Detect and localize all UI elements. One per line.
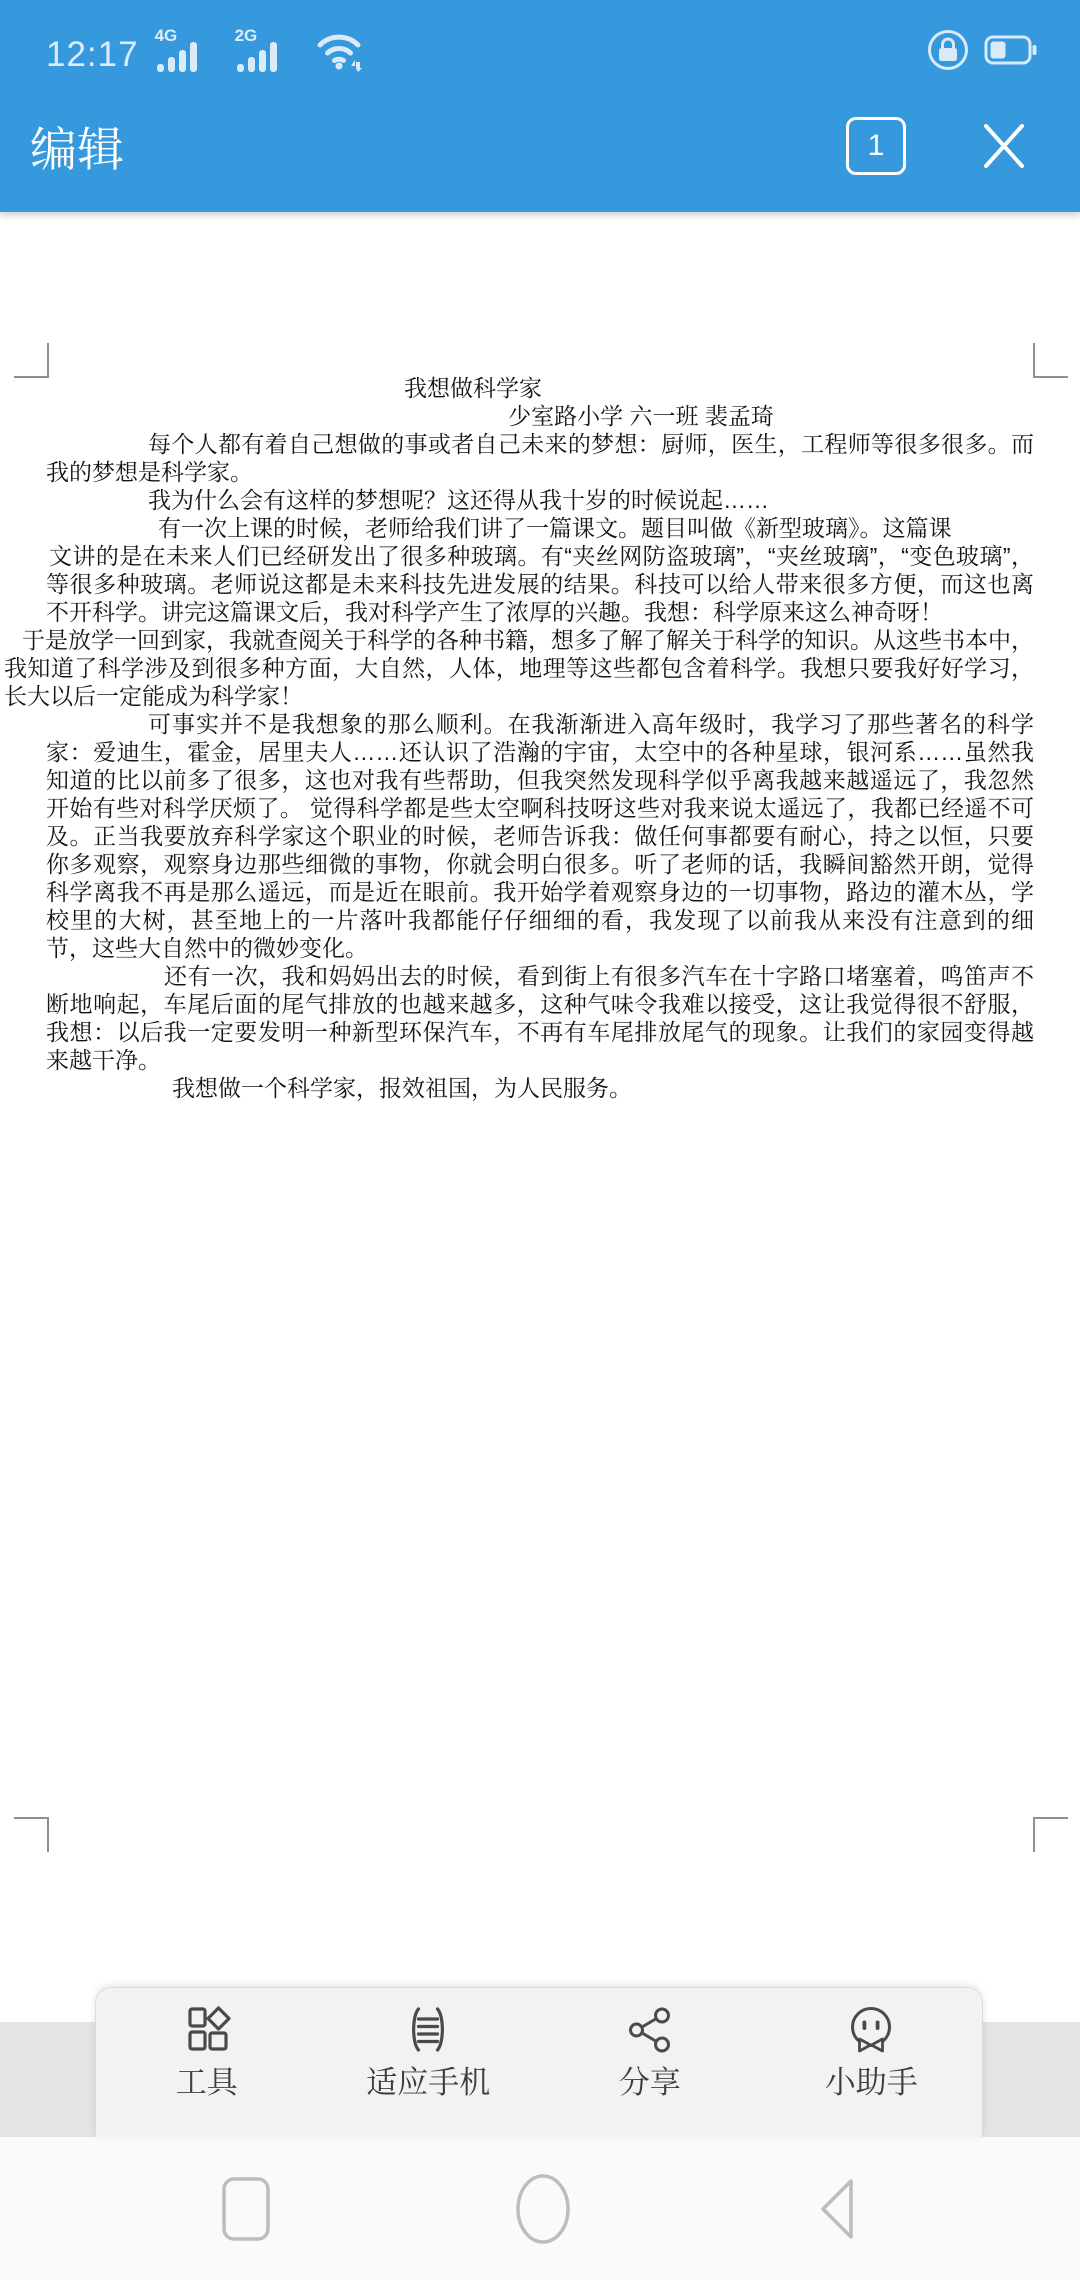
toolbar-item-label: 工具 [175,2065,238,2100]
status-left [46,26,363,74]
top-blue-bar [0,0,1080,212]
doc-byline[interactable]: 少室路小学 六一班 裴孟琦 [508,403,774,429]
doc-paragraph[interactable]: 我为什么会有这样的梦想呢？这还得从我十岁的时候说起…… [148,487,769,513]
bottom-toolbar [95,1987,983,2137]
doc-paragraph[interactable]: 可事实并不是我想象的那么顺利。在我渐渐进入高年级时，我学习了那些著名的科学家：爱迪生，霍金，居里夫人……还认识了浩瀚的宇宙，太空中的各种星球，银河系……虽然我知道的比以前多了很多，这也对我有些帮助，但我突然发现科学似乎离我越来越遥远了，我忽然开始有些对科学厌烦了。 觉得科学都是些太空啊科技呀这些对我来说太遥远了，我都已经遥不可及。正当我要放弃科学家这个职业的时候，老师告诉我：做任何事都要有耐心，持之以恒，只要你多观察，观察身边那些细微的事物，你就会明白很多。听了老师的话，我瞬间豁然开朗，觉得科学离我不再是那么遥远，而是近在眼前。我开始学着观察身边的一切事物，路边的灌木丛，学校里的大树，甚至地上的一片落叶我都能仔仔细细的看，我发现了以前我从来没有注意到的细节，这些大自然中的微妙变化。 [46,711,1034,961]
doc-title[interactable]: 我想做科学家 [404,375,542,401]
page-title: 编辑 [30,122,124,176]
crop-corner-top-right [1033,343,1068,378]
assistant-face-icon [847,2006,895,2054]
crop-corner-bottom-left [14,1817,49,1852]
share-icon [626,2006,674,2054]
wifi-icon [315,26,363,74]
toolbar-item-label: 小助手 [824,2065,918,2100]
doc-paragraph[interactable]: 还有一次，我和妈妈出去的时候，看到街上有很多汽车在十字路口堵塞着，鸣笛声不断地响起，车尾后面的尾气排放的也越来越多，这种气味令我难以接受，这让我觉得很不舒服，我想：以后我一定要发明一种新型环保汽车，不再有车尾排放尾气的现象。让我们的家园变得越来越干净。 [46,963,1034,1073]
doc-paragraph[interactable]: 于是放学一回到家，我就查阅关于科学的各种书籍，想多了解了解关于科学的知识。从这些书本中，我知道了科学涉及到很多种方面，大自然，人体，地理等这些都包含着科学。我想只要我好好学习，长大以后一定能成为科学家！ [4,627,1034,709]
status-right [926,28,1038,74]
status-bar [0,0,1080,80]
back-button[interactable] [815,2176,859,2242]
signal-4g-icon: 4G [155,26,219,74]
document-page[interactable] [0,212,1080,2022]
doc-paragraph[interactable]: 文讲的是在未来人们已经研发出了很多种玻璃。有“夹丝网防盗玻璃”，“夹丝玻璃”，“变色玻璃”，等很多种玻璃。老师说这都是未来科技先进发展的结果。科技可以给人带来很多方便，而这也离不开科学。讲完这篇课文后，我对科学产生了浓厚的兴趣。我想：科学原来这么神奇呀！ [46,543,1034,625]
battery-icon [984,35,1038,65]
toolbar-item-label: 适应手机 [366,2065,491,2100]
tools-grid-icon [183,2006,231,2054]
app-header [0,80,1080,212]
lock-icon [926,28,970,72]
recents-button[interactable] [221,2176,271,2242]
close-icon[interactable] [978,120,1030,172]
toolbar-item-assistant[interactable] [761,2006,983,2137]
doc-paragraph[interactable]: 有一次上课的时候，老师给我们讲了一篇课文。题目叫做《新型玻璃》。这篇课 [158,515,952,541]
document-body [0,212,1080,1102]
toolbar-item-label: 分享 [618,2065,681,2100]
toolbar-item-tools[interactable] [96,2006,318,2137]
fit-phone-icon [404,2006,452,2054]
signal-2g-icon: 2G [235,26,299,74]
crop-corner-top-left [14,343,49,378]
page-number-button[interactable]: 1 [846,117,906,175]
doc-paragraph[interactable]: 我想做一个科学家，报效祖国，为人民服务。 [172,1075,632,1101]
toolbar-item-fit-phone[interactable] [318,2006,540,2137]
crop-corner-bottom-right [1033,1817,1068,1852]
home-button[interactable] [515,2173,571,2245]
doc-paragraph[interactable]: 每个人都有着自己想做的事或者自己未来的梦想：厨师，医生，工程师等很多很多。而我的梦想是科学家。 [46,431,1034,485]
clock: 12:17 [46,35,139,74]
toolbar-item-share[interactable] [539,2006,761,2137]
header-actions [846,117,1030,175]
android-nav-bar [0,2137,1080,2280]
